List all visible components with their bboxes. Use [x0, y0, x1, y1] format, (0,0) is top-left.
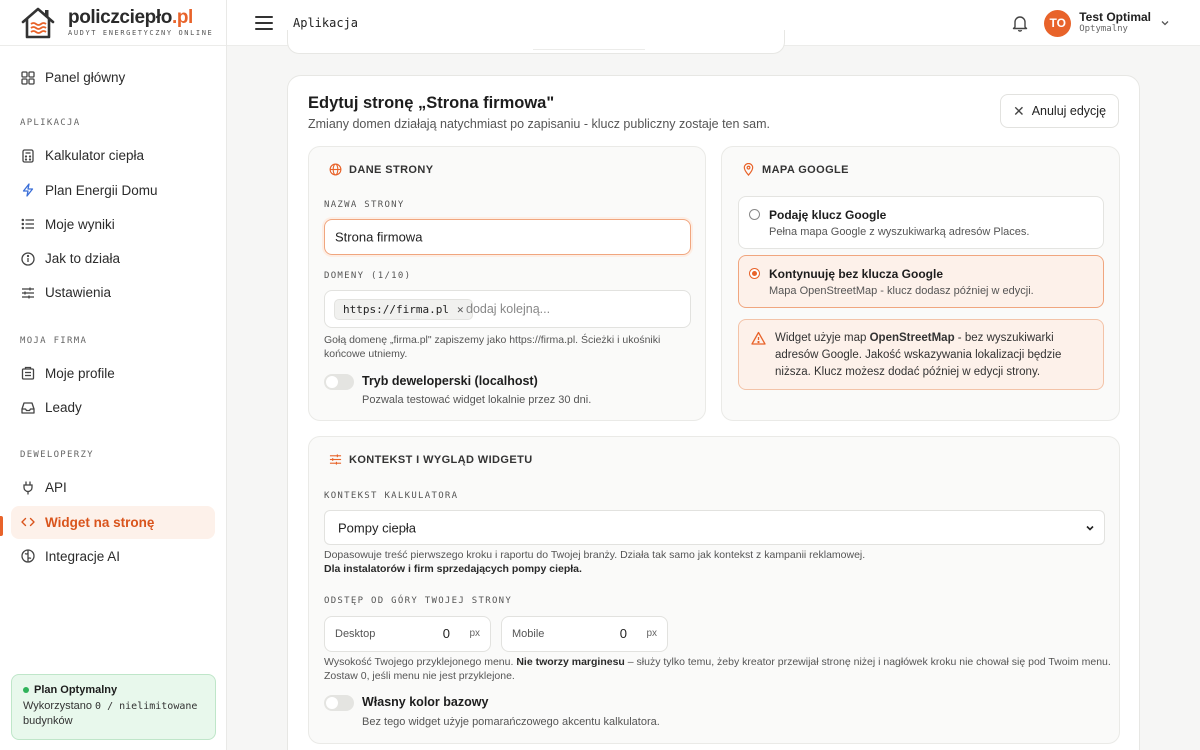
plan-usage — [23, 699, 204, 728]
sidebar-item-dashboard[interactable] — [11, 61, 215, 94]
section-label-app: APLIKACJA — [20, 118, 81, 129]
plan-usage-limit: nielimitowane — [119, 701, 198, 712]
lightning-icon — [20, 182, 36, 198]
sidebar-item-label: Leady — [45, 400, 82, 416]
sidebar — [0, 0, 227, 750]
option-desc: Mapa OpenStreetMap - klucz dodasz później w edycji. — [769, 285, 1034, 297]
list-icon — [20, 216, 36, 232]
calculator-icon — [20, 148, 36, 164]
dev-mode-toggle[interactable] — [324, 374, 354, 390]
plan-card[interactable] — [11, 674, 216, 740]
globe-icon — [329, 163, 342, 176]
google-map-panel — [721, 146, 1120, 421]
sidebar-item-settings[interactable] — [11, 276, 215, 309]
option-desc: Pełna mapa Google z wyszukiwarką adresów Places. — [769, 226, 1030, 238]
sidebar-item-label: Panel główny — [45, 70, 126, 85]
edit-site-card — [287, 75, 1140, 750]
breadcrumb: Aplikacja — [293, 15, 359, 30]
map-option-no-key[interactable] — [738, 255, 1104, 308]
radio-google-key[interactable] — [749, 209, 760, 220]
add-domain-placeholder: dodaj kolejną... — [466, 302, 551, 316]
building-icon — [20, 365, 36, 381]
map-heading-text: MAPA GOOGLE — [762, 163, 849, 176]
offset-help-text-3: Zostaw 0, jeśli menu nie jest przyklejone. — [324, 670, 515, 682]
site-name-input[interactable] — [324, 219, 691, 255]
cancel-edit-button[interactable] — [1000, 94, 1119, 128]
chevron-down-icon — [1085, 523, 1095, 533]
calc-context-help — [324, 548, 1105, 576]
site-name-value: Strona firmowa — [335, 229, 423, 245]
offset-help — [324, 655, 1114, 683]
mobile-value: 0 — [619, 626, 627, 641]
mobile-label: Mobile — [512, 628, 545, 640]
sidebar-item-how-it-works[interactable] — [11, 242, 215, 275]
page-title: Edytuj stronę „Strona firmowa" — [308, 94, 555, 112]
sidebar-item-label: Integracje AI — [45, 548, 121, 564]
sidebar-item-label: Widget na stronę — [45, 514, 155, 530]
domain-chip-text: https://firma.pl — [343, 303, 449, 316]
warning-text-1: Widget użyje map — [775, 332, 870, 344]
calc-context-value: Pompy ciepła — [338, 520, 417, 535]
user-area — [1010, 0, 1170, 46]
domains-help-line-1: Gołą domenę „firma.pl" zapiszemy jako https://firma.pl. Ścieżki i ukośniki — [324, 334, 661, 346]
offset-help-text-2: – służy tylko temu, żeby kreator przewijał stronę niżej i nagłówek kroku nie chował się pod Twoim menu. — [624, 656, 1111, 668]
cancel-edit-label: Anuluj edycję — [1031, 104, 1107, 118]
site-data-panel — [308, 146, 706, 421]
sidebar-item-label: API — [45, 480, 67, 496]
calc-context-help-bold: Dla instalatorów i firm sprzedających pompy ciepła. — [324, 563, 582, 575]
section-label-developers: DEWELOPERZY — [20, 450, 94, 461]
warning-text-bold: OpenStreetMap — [869, 332, 955, 344]
desktop-unit: px — [469, 628, 480, 639]
sliders-icon — [20, 285, 36, 301]
plan-usage-count: 0 — [95, 701, 102, 712]
plan-usage-separator: / — [101, 701, 120, 712]
radio-no-key[interactable] — [749, 268, 760, 279]
grid-icon — [20, 70, 36, 86]
plan-usage-prefix: Wykorzystano — [23, 700, 92, 712]
sliders-icon — [329, 453, 342, 466]
context-heading — [329, 453, 533, 466]
chevron-down-icon[interactable] — [1160, 18, 1170, 28]
house-logo-icon — [20, 5, 56, 41]
sidebar-item-label: Kalkulator ciepła — [45, 148, 145, 164]
mobile-offset-input[interactable] — [501, 616, 668, 652]
sidebar-item-label: Plan Energii Domu — [45, 182, 158, 198]
osm-warning — [738, 319, 1104, 390]
site-data-heading — [329, 163, 433, 176]
domains-label: DOMENY (1/10) — [324, 271, 412, 281]
mobile-unit: px — [646, 628, 657, 639]
map-option-google-key[interactable] — [738, 196, 1104, 249]
desktop-value: 0 — [442, 626, 450, 641]
brand-logo[interactable] — [0, 0, 226, 46]
sidebar-item-ai-integrations[interactable] — [11, 540, 215, 573]
sidebar-item-label: Ustawienia — [45, 285, 112, 301]
domains-help — [324, 333, 691, 361]
option-title: Kontynuuję bez klucza Google — [769, 267, 944, 281]
widget-context-panel — [308, 436, 1120, 744]
offset-help-bold: Nie tworzy marginesu — [516, 656, 625, 668]
menu-icon[interactable] — [255, 16, 273, 30]
status-dot — [23, 687, 29, 693]
calc-context-select[interactable] — [324, 510, 1105, 545]
dev-mode-title: Tryb deweloperski (localhost) — [362, 374, 538, 388]
sidebar-item-heat-calculator[interactable] — [11, 139, 215, 172]
sidebar-item-api[interactable] — [11, 471, 215, 504]
remove-domain-icon[interactable]: ✕ — [456, 303, 464, 316]
sidebar-item-leads[interactable] — [11, 391, 215, 424]
domain-chip — [334, 299, 473, 320]
custom-color-toggle[interactable] — [324, 695, 354, 711]
plan-title — [23, 684, 204, 696]
option-title: Podaję klucz Google — [769, 208, 887, 222]
section-label-company: MOJA FIRMA — [20, 335, 88, 346]
custom-color-title: Własny kolor bazowy — [362, 695, 489, 709]
domains-help-line-2: końcowe utniemy. — [324, 348, 408, 360]
inbox-icon — [20, 400, 36, 416]
user-plan: Optymalny — [1079, 24, 1128, 34]
brand-name: policzciepło.pl — [68, 7, 193, 28]
sidebar-item-label: Jak to działa — [45, 251, 121, 267]
desktop-label: Desktop — [335, 628, 376, 640]
previous-card-divider — [533, 40, 645, 50]
brand-tagline: AUDYT ENERGETYCZNY ONLINE — [68, 29, 214, 37]
bell-icon[interactable] — [1010, 13, 1030, 33]
warning-text-2: - bez wyszukiwarki adresów Google. Jakość wskazywania lokalizacji będzie niższa. Klucz możesz dodać później w edycji strony. — [775, 332, 1062, 378]
close-icon: ✕ — [1012, 102, 1025, 119]
site-data-heading-text: DANE STRONY — [349, 163, 434, 176]
dev-mode-desc: Pozwala testować widget lokalnie przez 30 dni. — [362, 394, 592, 406]
domains-input[interactable] — [324, 290, 691, 328]
context-heading-text: KONTEKST I WYGLĄD WIDGETU — [349, 453, 533, 466]
sidebar-item-label: Moje profile — [45, 365, 115, 381]
info-icon — [20, 251, 36, 267]
brain-icon — [20, 548, 36, 564]
user-menu[interactable] — [1079, 11, 1151, 35]
offset-label: ODSTĘP OD GÓRY TWOJEJ STRONY — [324, 596, 513, 606]
sidebar-item-results[interactable] — [11, 208, 215, 241]
plan-title-text: Plan Optymalny — [34, 684, 118, 696]
avatar[interactable]: TO — [1044, 10, 1071, 37]
offset-help-text-1: Wysokość Twojego przyklejonego menu. — [324, 656, 517, 668]
site-name-label: NAZWA STRONY — [324, 200, 405, 210]
desktop-offset-input[interactable] — [324, 616, 491, 652]
warning-text — [775, 330, 1097, 381]
sidebar-item-label: Moje wyniki — [45, 216, 115, 232]
sidebar-nav — [0, 61, 226, 573]
user-name: Test Optimal — [1079, 10, 1151, 24]
calc-context-label: KONTEKST KALKULATORA — [324, 491, 459, 501]
code-icon — [20, 514, 36, 530]
map-heading — [742, 163, 849, 176]
plug-icon — [20, 480, 36, 496]
calc-context-help-text: Dopasowuje treść pierwszego kroku i raportu do Twojej branży. Działa tak samo jak kontekst z kampanii reklamowej. — [324, 549, 866, 561]
active-indicator — [0, 516, 3, 536]
previous-card-edge — [287, 30, 785, 54]
plan-usage-suffix: budynków — [23, 715, 73, 727]
sidebar-item-profiles[interactable] — [11, 357, 215, 390]
page-subtitle: Zmiany domen działają natychmiast po zapisaniu - klucz publiczny zostaje ten sam. — [308, 117, 771, 131]
custom-color-desc: Bez tego widget użyje pomarańczowego akcentu kalkulatora. — [362, 716, 660, 728]
sidebar-item-widget[interactable] — [11, 506, 215, 539]
warning-icon — [751, 331, 766, 346]
sidebar-item-energy-plan[interactable] — [11, 174, 215, 207]
map-pin-icon — [742, 163, 755, 176]
